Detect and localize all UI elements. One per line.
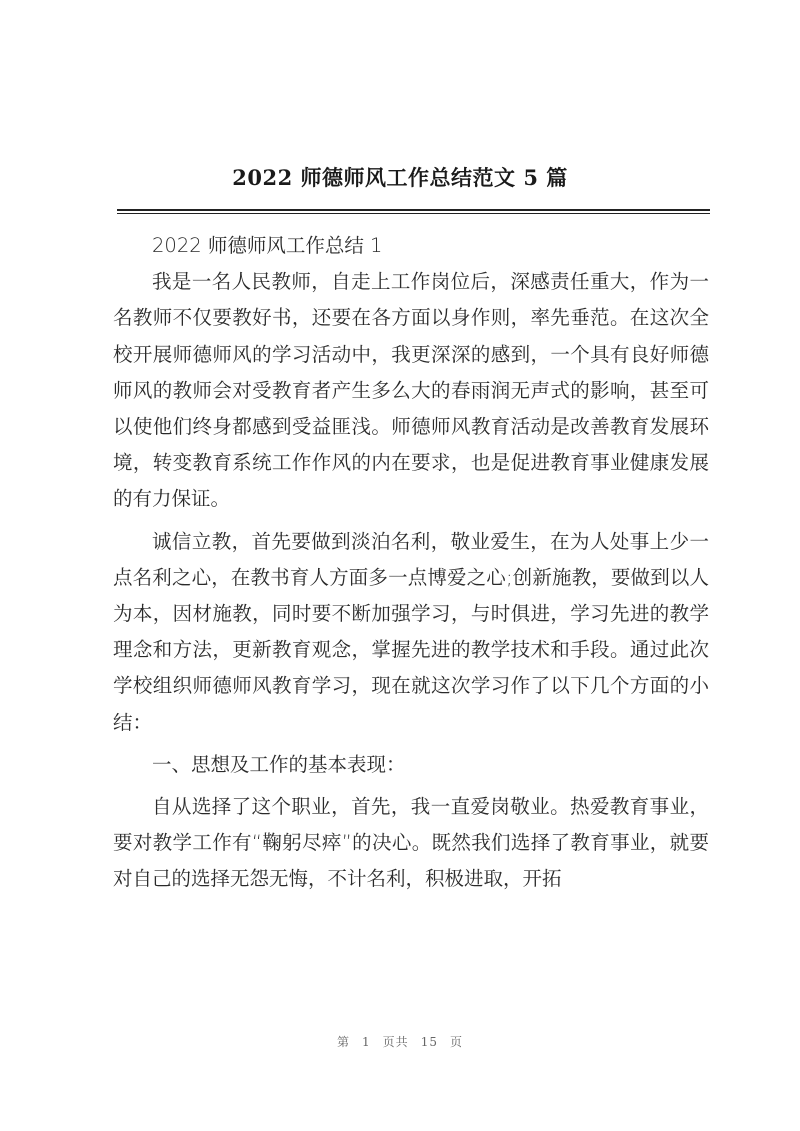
page-footer	[0, 1033, 800, 1050]
footer-middle: 页共	[382, 1035, 409, 1049]
title-rule-thick	[117, 209, 710, 211]
paragraph-1: 我是一名人民教师，自走上工作岗位后，深感责任重大，作为一名教师不仅要教好书，还要在各方面以身作则，率先垂范。在这次全校开展师德师风的学习活动中，我更深深的感到，一个具有良好师德师风的教师会对受教育者产生多么大的春雨润无声式的影响，甚至可以使他们终身都感到受益匪浅。师德师风教育活动是改善教育发展环境，转变教育系统工作作风的内在要求，也是促进教育事业健康发展的有力保证。	[113, 270, 709, 511]
footer-prefix: 第	[337, 1035, 351, 1049]
section-title: 2022 师德师风工作总结 1	[152, 234, 383, 257]
footer-current-page: 1	[362, 1035, 371, 1049]
footer-total-pages: 15	[420, 1035, 438, 1049]
paragraph-3-heading: 一、思想及工作的基本表现：	[152, 752, 406, 776]
paragraph-4: 自从选择了这个职业，首先，我一直爱岗敬业。热爱教育事业，要对教学工作有“鞠躬尽瘁”的决心。既然我们选择了教育事业，就要对自己的选择无怨无悔，不计名利，积极进取，开拓	[113, 795, 709, 891]
title-rule-thin	[117, 213, 710, 214]
document-title: 2022 师德师风工作总结范文 5 篇	[232, 165, 568, 190]
document-body	[113, 228, 709, 904]
footer-suffix: 页	[449, 1035, 463, 1049]
paragraph-2: 诚信立教，首先要做到淡泊名利，敬业爱生，在为人处事上少一点名利之心，在教书育人方面多一点博爱之心;创新施教，要做到以人为本，因材施教，同时要不断加强学习，与时俱进，学习先进的教学理念和方法，更新教育观念，掌握先进的教学技术和手段。通过此次学校组织师德师风教育学习，现在就这次学习作了以下几个方面的小结：	[113, 529, 709, 734]
